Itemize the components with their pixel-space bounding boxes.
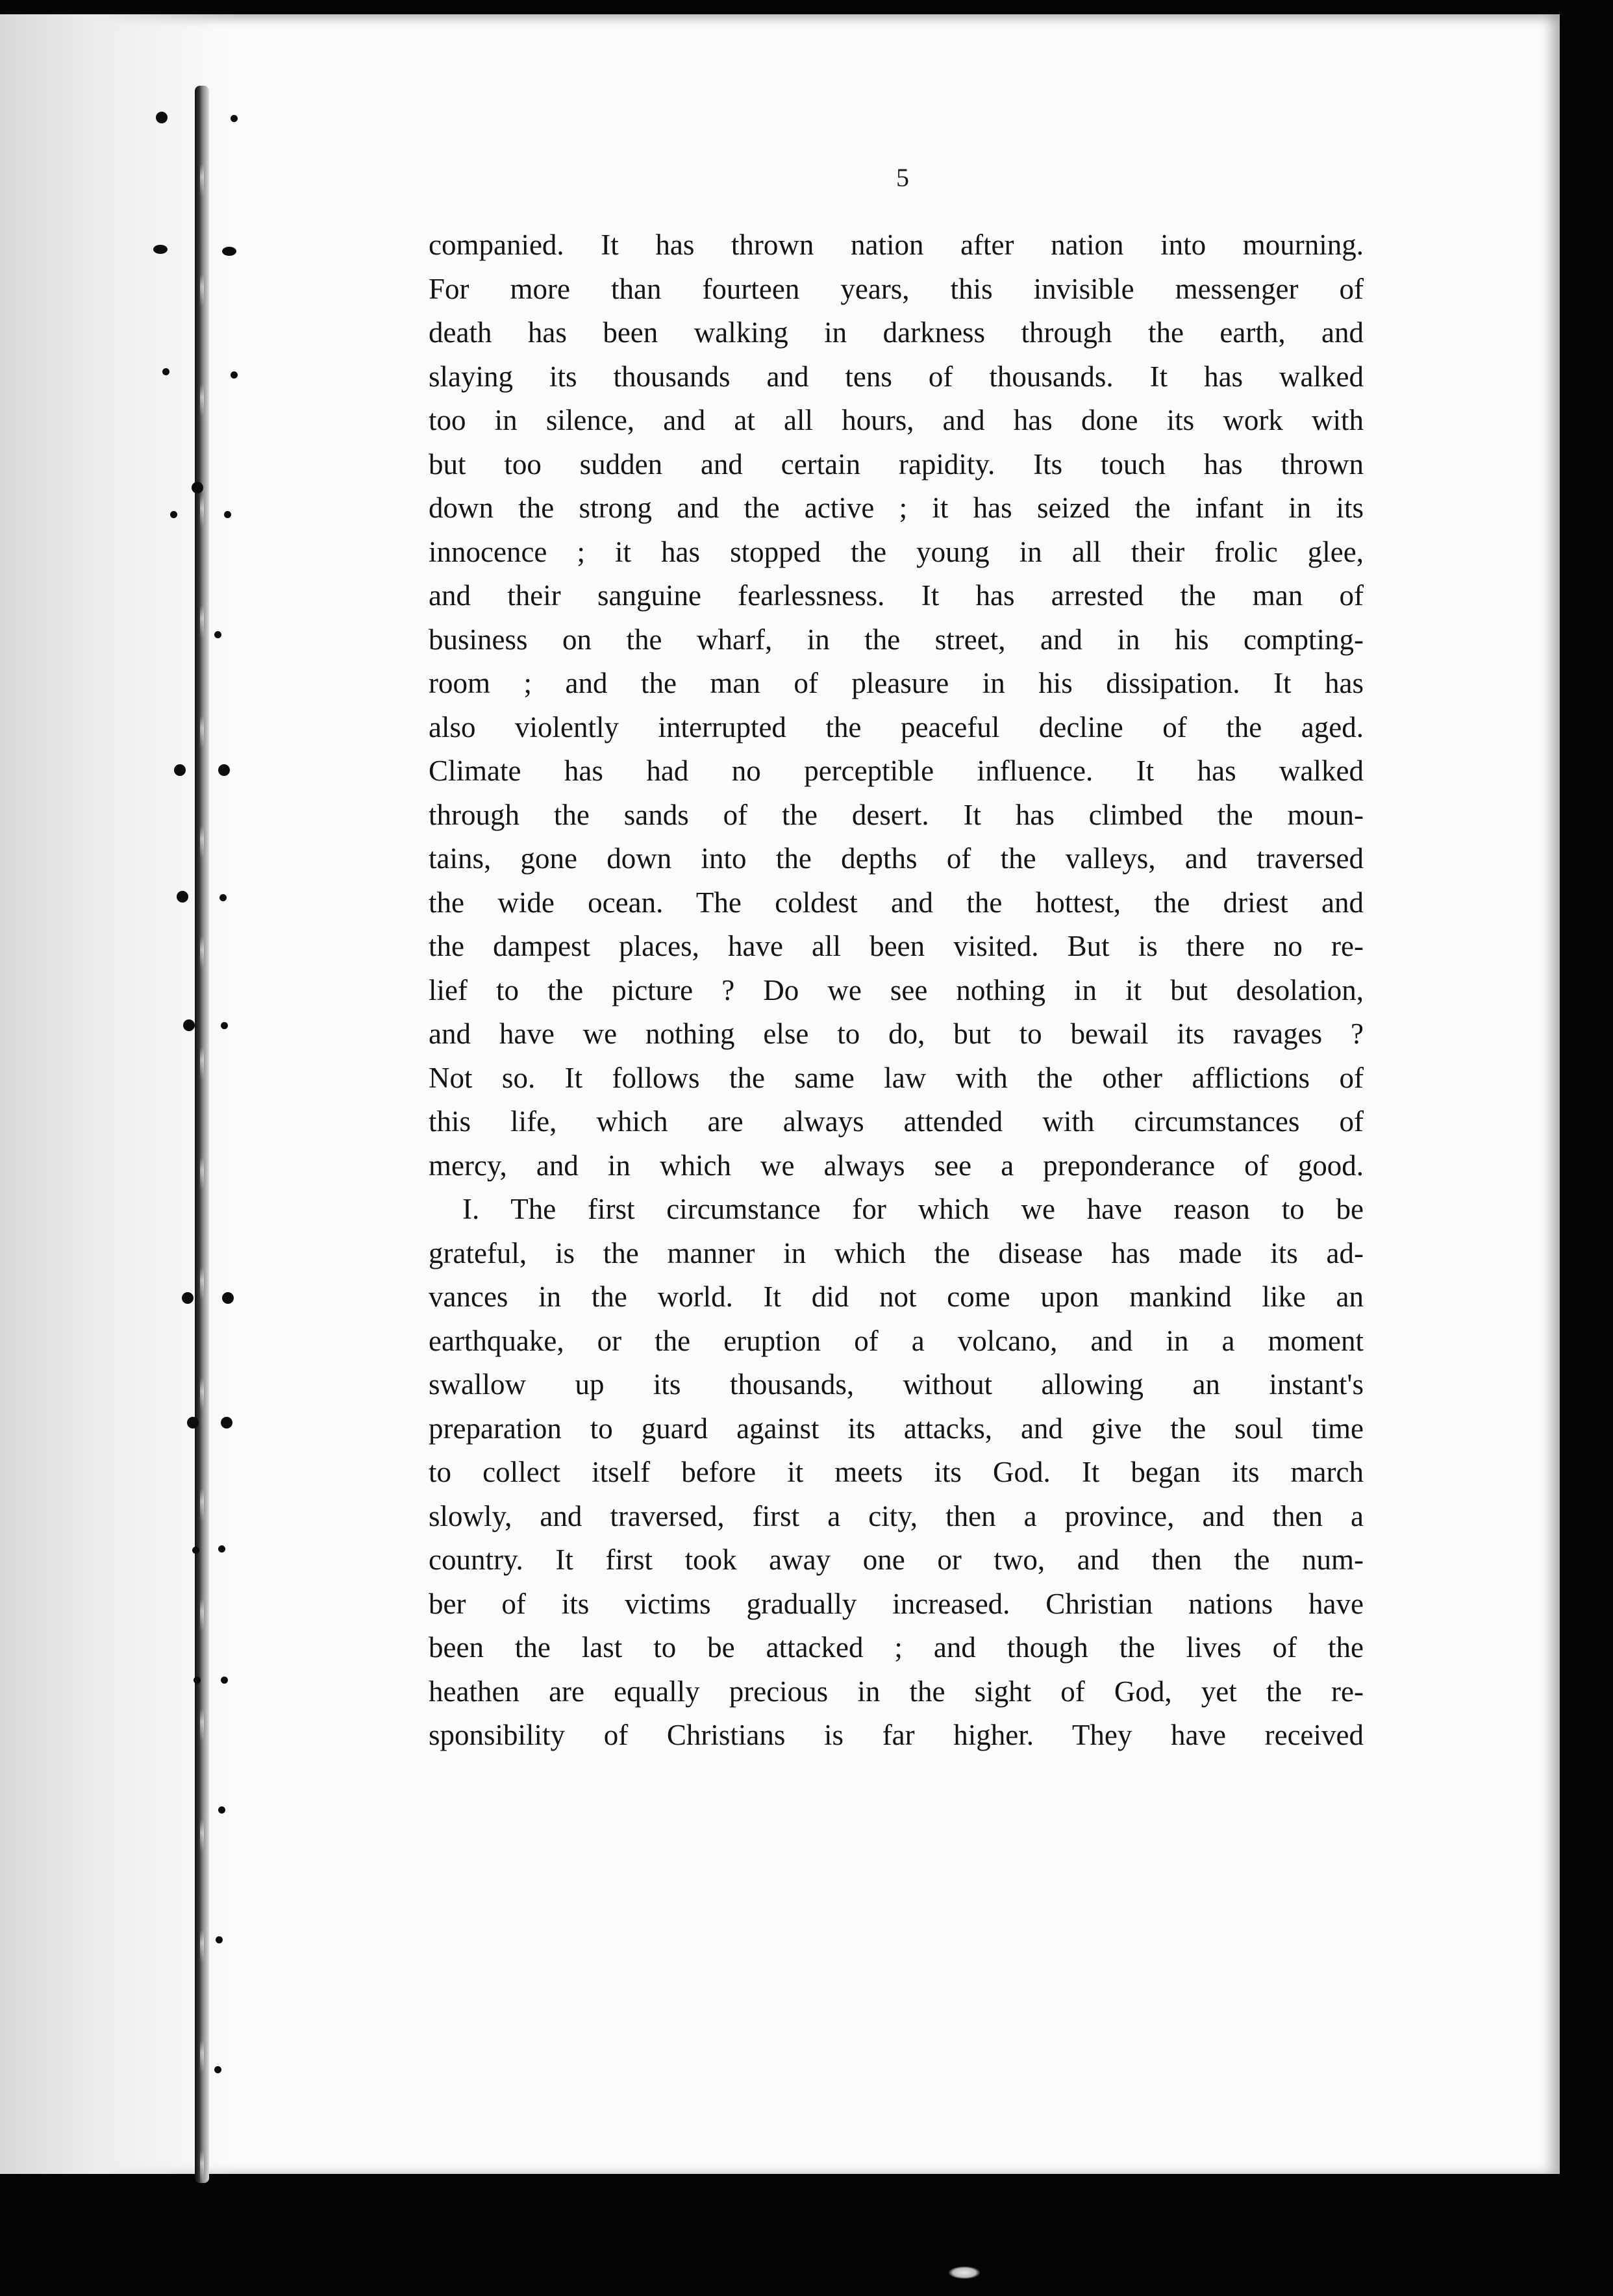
book-page — [0, 14, 1560, 2174]
text-line: slowly, and traversed, first a city, then a province, and then a — [429, 1499, 1364, 1532]
text-line: lief to the picture ? Do we see nothing in it but desolation, — [429, 973, 1364, 1006]
text-line: also violently interrupted the peaceful decline of the aged. — [429, 710, 1364, 743]
binding-stitch — [218, 1806, 225, 1814]
text-line: this life, which are always attended with circumstances of — [429, 1105, 1364, 1138]
binding-stitch — [221, 1022, 228, 1029]
binding-stitch — [156, 112, 168, 123]
text-line: death has been walking in darkness through the earth, and — [429, 316, 1364, 349]
binding-stitch — [216, 1936, 223, 1943]
text-line: mercy, and in which we always see a preponderance of good. — [429, 1149, 1364, 1182]
binding-stitch — [224, 511, 231, 518]
binding-stitch — [222, 247, 236, 256]
text-line: and have we nothing else to do, but to bewail its ravages ? — [429, 1017, 1364, 1050]
binding-stitch — [192, 1547, 199, 1554]
binding-stitch — [214, 2066, 221, 2073]
binding-stitch — [218, 1545, 225, 1553]
binding-stitch — [183, 1019, 195, 1031]
binding-stitch — [192, 482, 203, 493]
text-line: Not so. It follows the same law with the other afflictions of — [429, 1061, 1364, 1094]
text-line: I. The first circumstance for which we have reason to be — [462, 1193, 1364, 1225]
binding-stitch — [187, 1417, 199, 1429]
text-line: grateful, is the manner in which the disease has made its ad- — [429, 1236, 1364, 1269]
text-line: the dampest places, have all been visited. But is there no re- — [429, 930, 1364, 962]
text-line: preparation to guard against its attacks, and give the soul time — [429, 1412, 1364, 1445]
text-line: swallow up its thousands, without allowing an instant's — [429, 1368, 1364, 1401]
text-line: been the last to be attacked ; and though the lives of the — [429, 1631, 1364, 1664]
binding-stitch — [221, 1417, 232, 1429]
text-line: For more than fourteen years, this invisible messenger of — [429, 272, 1364, 305]
text-line: through the sands of the desert. It has climbed the moun- — [429, 798, 1364, 831]
text-line: heathen are equally precious in the sight of God, yet the re- — [429, 1675, 1364, 1708]
binding-stitch — [214, 631, 221, 638]
text-line: sponsibility of Christians is far higher. They have received — [429, 1719, 1364, 1751]
binding-stitch — [170, 511, 177, 518]
page-number: 5 — [896, 163, 909, 192]
text-line: ber of its victims gradually increased. Christian nations have — [429, 1587, 1364, 1620]
text-line: room ; and the man of pleasure in his dissipation. It has — [429, 667, 1364, 699]
binding-stitch — [177, 891, 188, 903]
text-line: country. It first took away one or two, and then the num- — [429, 1543, 1364, 1576]
text-line: business on the wharf, in the street, and in his compting- — [429, 623, 1364, 656]
text-line: earthquake, or the eruption of a volcano, and in a moment — [429, 1324, 1364, 1357]
text-line: innocence ; it has stopped the young in all their frolic glee, — [429, 535, 1364, 568]
scan-artifact — [948, 2266, 981, 2279]
text-line: vances in the world. It did not come upon mankind like an — [429, 1280, 1364, 1313]
binding-stitch — [153, 245, 168, 254]
binding-stitch — [182, 1292, 194, 1304]
text-line: slaying its thousands and tens of thousands. It has walked — [429, 360, 1364, 393]
text-line: the wide ocean. The coldest and the hottest, the driest and — [429, 886, 1364, 919]
binding-stitch — [162, 368, 169, 375]
text-line: Climate has had no perceptible influence. It has walked — [429, 755, 1364, 787]
text-line: tains, gone down into the depths of the valleys, and traversed — [429, 842, 1364, 875]
binding-stitch — [194, 1677, 201, 1684]
text-line: down the strong and the active ; it has seized the infant in its — [429, 492, 1364, 524]
text-line: and their sanguine fearlessness. It has arrested the man of — [429, 579, 1364, 612]
binding-stitch — [222, 1292, 234, 1304]
text-line: companied. It has thrown nation after nation into mourning. — [429, 229, 1364, 261]
binding-stitch — [231, 371, 238, 379]
binding-stitch — [231, 115, 238, 122]
binding-stitch — [219, 894, 227, 901]
binding-stitch — [174, 764, 186, 776]
text-line: to collect itself before it meets its God. It began its march — [429, 1456, 1364, 1488]
binding-stitch — [221, 1677, 228, 1684]
text-line: but too sudden and certain rapidity. Its touch has thrown — [429, 447, 1364, 480]
binding-stitch — [218, 764, 230, 776]
body-text — [429, 223, 1364, 1758]
binding-spine — [195, 86, 209, 2183]
text-line: too in silence, and at all hours, and has done its work with — [429, 404, 1364, 436]
